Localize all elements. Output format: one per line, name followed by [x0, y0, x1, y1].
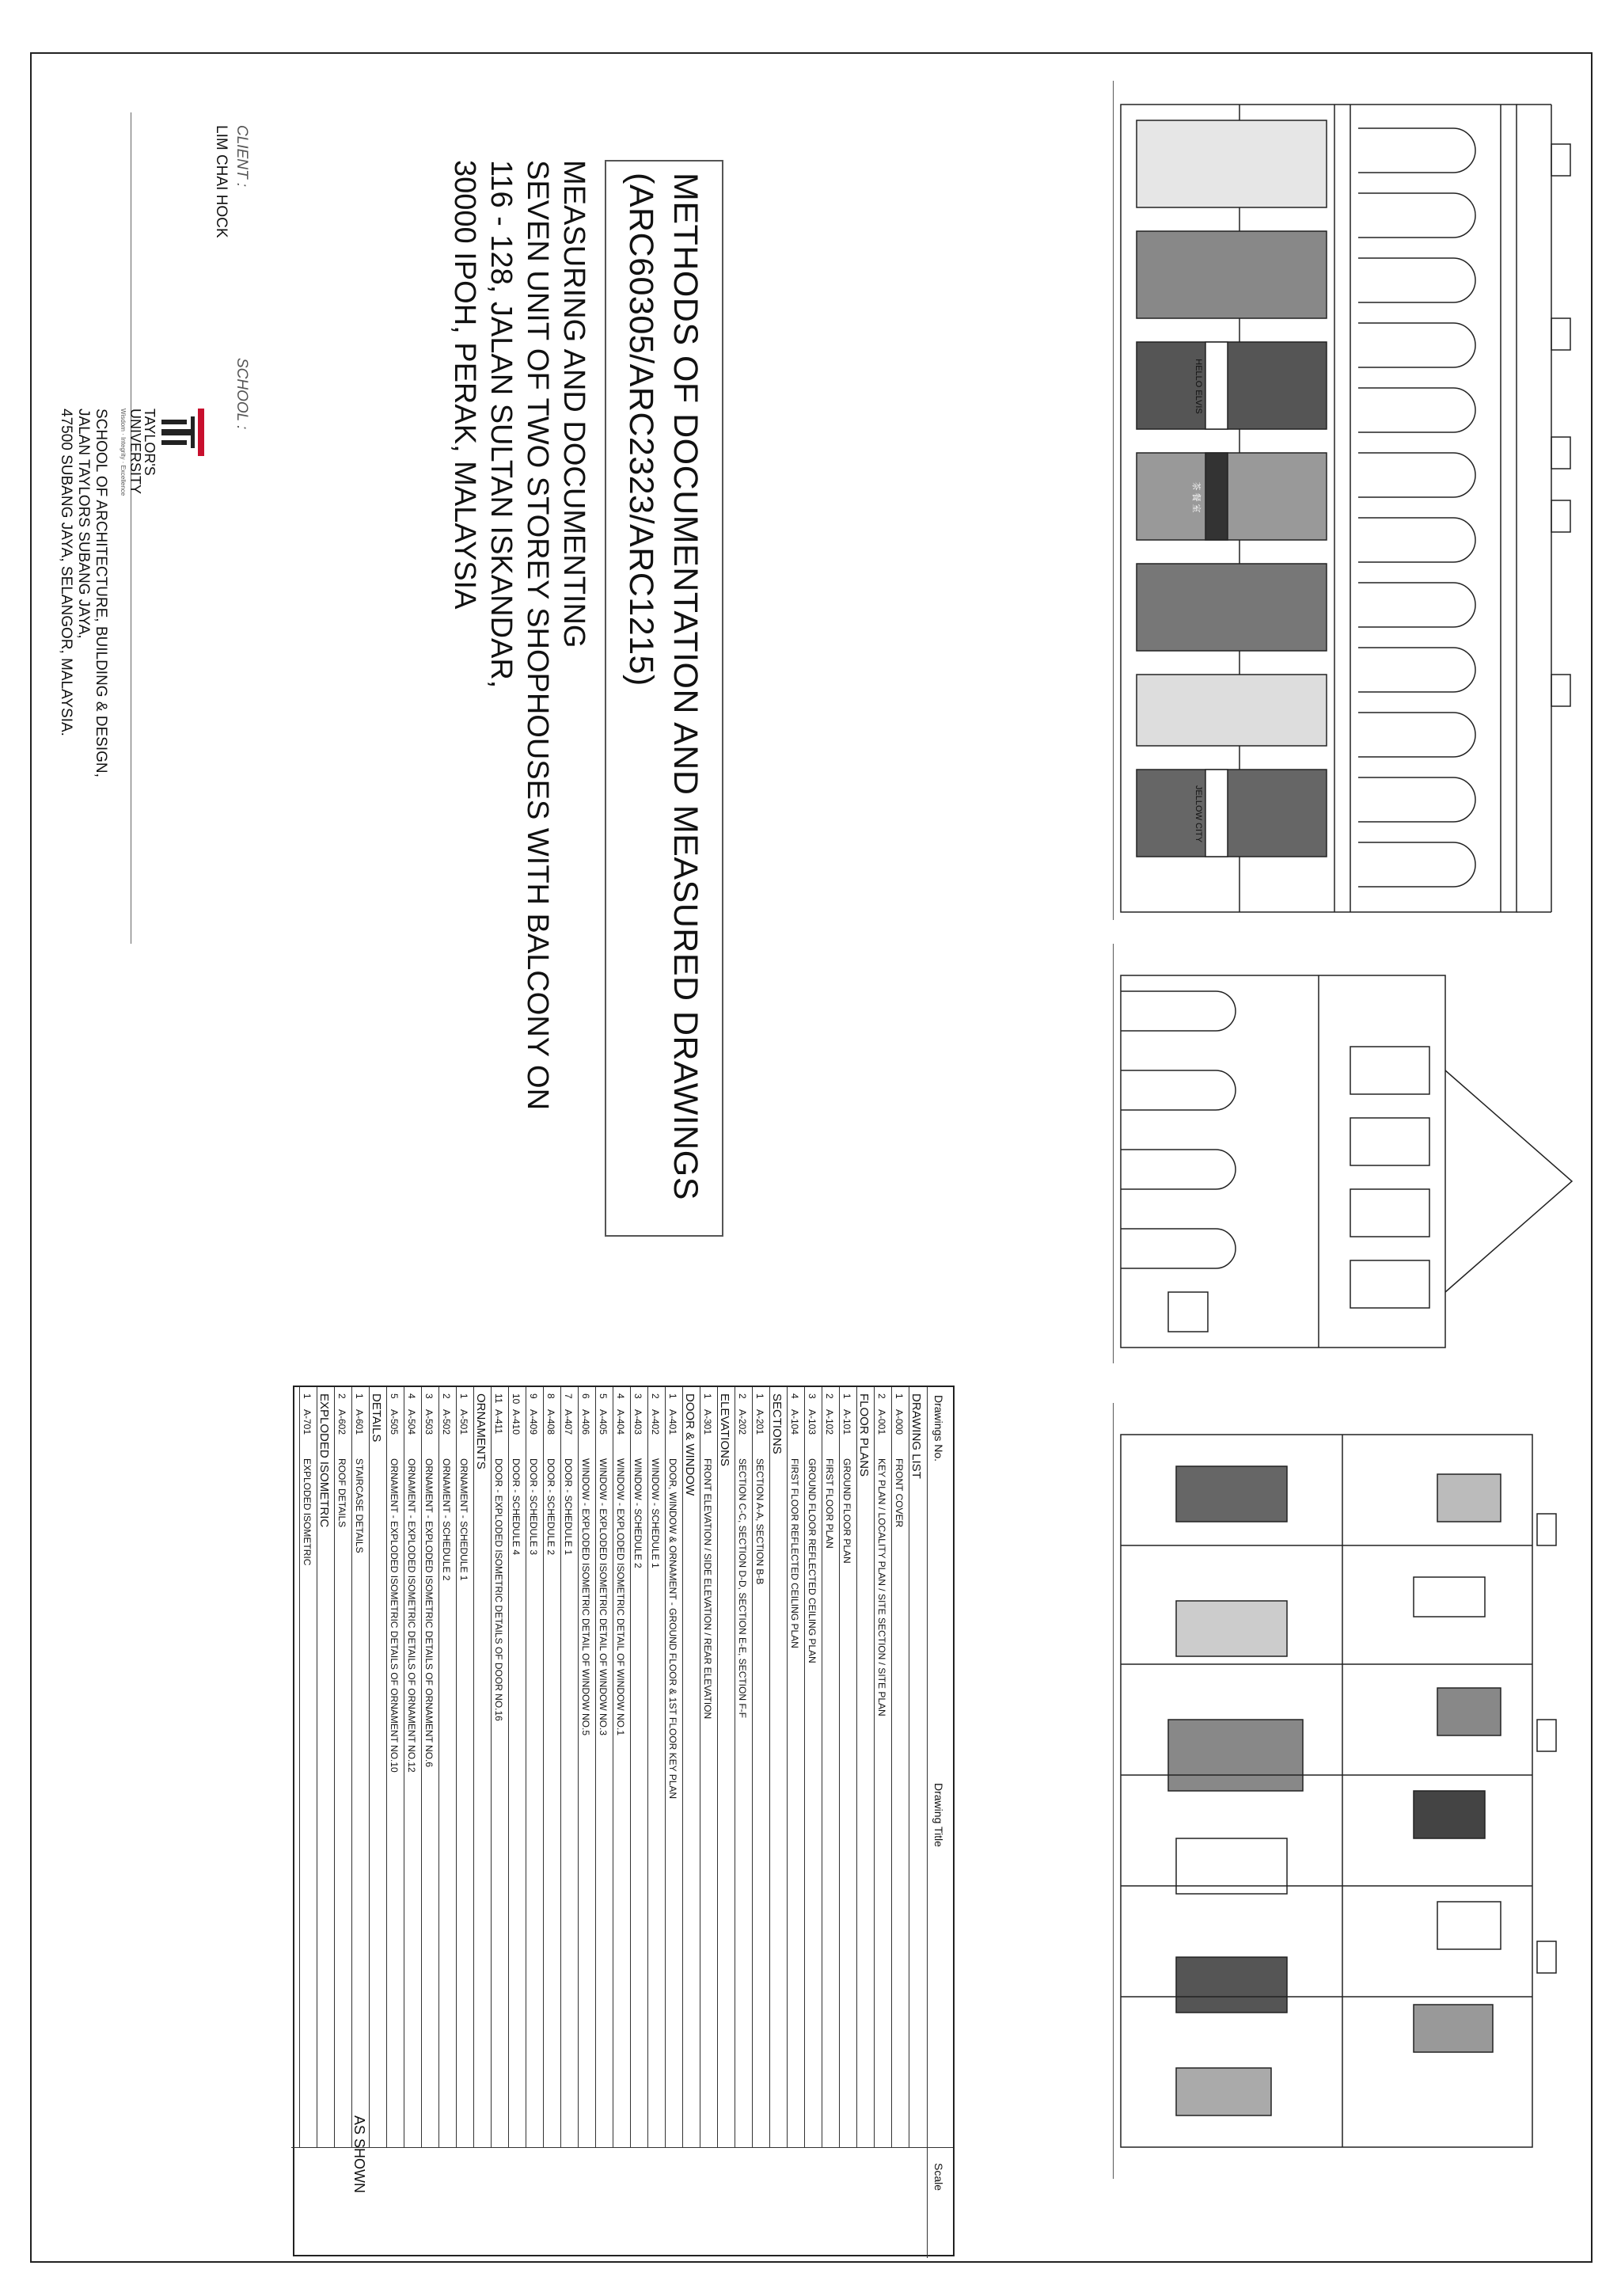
row-number: 3 [423, 1393, 435, 1399]
subtitle-line4: 30000 IPOH, PERAK, MALAYSIA [448, 160, 481, 610]
shop-sign-chinese: 茶 餐 室 [1191, 481, 1201, 513]
drawing-list-table [293, 1386, 955, 2256]
table-row [735, 1387, 752, 2147]
table-row [299, 1387, 317, 2147]
table-row [334, 1387, 351, 2147]
row-code: A-405 [598, 1409, 609, 1435]
section-name: SECTIONS [770, 1393, 784, 1454]
row-code: A-000 [894, 1409, 905, 1435]
table-row [804, 1387, 822, 2147]
school-address-line3: 47500 SUBANG JAYA, SELANGOR, MALAYSIA. [58, 409, 74, 736]
section-header [682, 1387, 700, 2147]
row-title: SECTION A-A, SECTION B-B [754, 1458, 765, 1585]
table-row [665, 1387, 682, 2147]
table-row [700, 1387, 717, 2147]
taylors-logo [158, 409, 209, 456]
arched-window [1358, 453, 1475, 497]
arched-window [1358, 518, 1475, 562]
row-code: A-503 [423, 1409, 435, 1435]
row-code: A-403 [632, 1409, 643, 1435]
row-number: 2 [824, 1393, 835, 1399]
school-label: SCHOOL : [233, 358, 250, 430]
table-row [560, 1387, 578, 2147]
section-header [369, 1387, 386, 2147]
row-number: 4 [789, 1393, 800, 1399]
row-number: 2 [441, 1393, 452, 1399]
row-code: A-202 [737, 1409, 748, 1435]
section-name: DETAILS [370, 1393, 383, 1443]
section-name: DRAWING LIST [909, 1393, 923, 1479]
table-row [822, 1387, 839, 2147]
row-code: A-409 [528, 1409, 539, 1435]
row-code: A-102 [824, 1409, 835, 1435]
school-address-line1: SCHOOL OF ARCHITECTURE, BUILDING & DESIGN, [93, 409, 109, 777]
row-title: DOOR, WINDOW & ORNAMENT - GROUND FLOOR & 1ST FLOOR KEY PLAN [667, 1458, 678, 1800]
table-row [752, 1387, 769, 2147]
row-number: 4 [615, 1393, 626, 1399]
row-number: 2 [336, 1393, 347, 1399]
row-number: 5 [598, 1393, 609, 1399]
row-code: A-602 [336, 1409, 347, 1435]
row-code: A-601 [354, 1409, 365, 1435]
arched-window [1358, 128, 1475, 173]
section-header [473, 1387, 491, 2147]
row-number: 1 [894, 1393, 905, 1399]
row-code: A-406 [580, 1409, 591, 1435]
header-rule [927, 1387, 928, 2258]
table-row [613, 1387, 630, 2147]
row-number: 7 [563, 1393, 574, 1399]
arched-window [1358, 193, 1475, 238]
rear-elevation [1113, 1403, 1556, 2179]
row-title: KEY PLAN / LOCALITY PLAN / SITE SECTION / SITE PLAN [876, 1458, 887, 1716]
table-row [647, 1387, 665, 2147]
row-title: FIRST FLOOR REFLECTED CEILING PLAN [789, 1458, 800, 1648]
row-title: FIRST FLOOR PLAN [824, 1458, 835, 1549]
row-number: 1 [354, 1393, 365, 1399]
col-drawing-title: Drawing Title [932, 1783, 945, 1847]
table-row [438, 1387, 456, 2147]
table-row [491, 1387, 508, 2147]
table-row [839, 1387, 856, 2147]
row-title: ORNAMENT - SCHEDULE 2 [441, 1458, 452, 1581]
row-title: STAIRCASE DETAILS [354, 1458, 365, 1553]
table-row [543, 1387, 560, 2147]
section-header [909, 1387, 926, 2147]
row-title: DOOR - EXPLODED ISOMETRIC DETAILS OF DOOR NO.16 [493, 1458, 504, 1721]
row-code: A-408 [545, 1409, 556, 1435]
table-row [351, 1387, 369, 2147]
section-header [769, 1387, 787, 2147]
row-code: A-505 [389, 1409, 400, 1435]
taylors-name: TAYLOR'S [142, 409, 158, 476]
table-row [874, 1387, 891, 2147]
row-title: DOOR - SCHEDULE 3 [528, 1458, 539, 1556]
section-name: FLOOR PLANS [857, 1393, 871, 1477]
row-code: A-404 [615, 1409, 626, 1435]
row-number: 1 [754, 1393, 765, 1399]
row-title: GROUND FLOOR PLAN [841, 1458, 852, 1564]
row-code: A-411 [493, 1409, 504, 1435]
row-code: A-104 [789, 1409, 800, 1435]
project-title-line2: (ARC60305/ARC2323/ARC1215) [622, 173, 660, 686]
row-title: FRONT COVER [894, 1458, 905, 1528]
project-subtitle [446, 160, 592, 1253]
section-header [717, 1387, 735, 2147]
row-number: 4 [406, 1393, 417, 1399]
row-code: A-504 [406, 1409, 417, 1435]
arched-window [1358, 777, 1475, 822]
drawing-list-wrap [293, 1386, 955, 2256]
row-code: A-701 [302, 1409, 313, 1435]
taylors-motto: Wisdom · Integrity · Excellence [120, 409, 127, 496]
section-name: EXPLODED ISOMETRIC [317, 1393, 331, 1528]
row-code: A-502 [441, 1409, 452, 1435]
front-elevation [1113, 81, 1570, 920]
row-title: SECTION C-C, SECTION D-D, SECTION E-E, SECTION F-F [737, 1458, 748, 1719]
row-code: A-410 [511, 1409, 522, 1435]
table-row [578, 1387, 595, 2147]
row-number: 5 [389, 1393, 400, 1399]
section-name: ORNAMENTS [474, 1393, 488, 1469]
row-title: ORNAMENT - EXPLODED ISOMETRIC DETAILS OF ORNAMENT NO.6 [423, 1458, 435, 1768]
row-title: DOOR - SCHEDULE 4 [511, 1458, 522, 1556]
client-label: CLIENT : [233, 125, 250, 188]
row-code: A-101 [841, 1409, 852, 1435]
row-code: A-001 [876, 1409, 887, 1435]
arched-window [1358, 842, 1475, 887]
section-header [317, 1387, 334, 2147]
taylors-sub: UNIVERSITY [127, 409, 143, 495]
row-title: ORNAMENT - EXPLODED ISOMETRIC DETAILS OF ORNAMENT NO.10 [389, 1458, 400, 1773]
row-title: DOOR - SCHEDULE 1 [563, 1458, 574, 1556]
row-number: 3 [632, 1393, 643, 1399]
arched-window [1358, 258, 1475, 302]
scale-value: AS SHOWN [351, 2115, 367, 2194]
row-title: WINDOW - SCHEDULE 2 [632, 1458, 643, 1568]
arched-window [1358, 388, 1475, 432]
row-title: WINDOW - EXPLODED ISOMETRIC DETAIL OF WINDOW NO.5 [580, 1458, 591, 1736]
table-row [456, 1387, 473, 2147]
row-number: 9 [528, 1393, 539, 1399]
row-number: 10 [511, 1393, 522, 1405]
col-scale: Scale [932, 2163, 945, 2191]
section-name: DOOR & WINDOW [683, 1393, 697, 1496]
section-header [856, 1387, 874, 2147]
row-number: 1 [667, 1393, 678, 1399]
elevation-svg [1113, 57, 1588, 2195]
row-title: GROUND FLOOR REFLECTED CEILING PLAN [807, 1458, 818, 1663]
school-address-line2: JALAN TAYLORS SUBANG JAYA, [75, 409, 92, 639]
subtitle-line3: 116 - 128, JALAN SULTAN ISKANDAR, [484, 160, 518, 689]
shop-sign-hello-elvis: HELLO ELVIS [1194, 359, 1203, 414]
row-title: WINDOW - SCHEDULE 1 [650, 1458, 661, 1568]
row-title: FRONT ELEVATION / SIDE ELEVATION / REAR ELEVATION [702, 1458, 713, 1720]
row-number: 6 [580, 1393, 591, 1399]
arched-window [1358, 713, 1475, 757]
table-row [787, 1387, 804, 2147]
row-title: WINDOW - EXPLODED ISOMETRIC DETAIL OF WINDOW NO.3 [598, 1458, 609, 1736]
row-title: EXPLODED ISOMETRIC [302, 1458, 313, 1566]
table-row [404, 1387, 421, 2147]
arched-window [1358, 323, 1475, 367]
school-address [57, 409, 109, 777]
row-code: A-103 [807, 1409, 818, 1435]
section-name: ELEVATIONS [718, 1393, 731, 1466]
taylors-logo-icon [161, 409, 209, 456]
arched-window [1358, 583, 1475, 627]
row-code: A-407 [563, 1409, 574, 1435]
row-code: A-201 [754, 1409, 765, 1435]
subtitle-line1: MEASURING AND DOCUMENTING [557, 160, 590, 648]
table-row [386, 1387, 404, 2147]
side-elevation [1113, 944, 1572, 1363]
table-row [526, 1387, 543, 2147]
scale-divider [291, 2147, 953, 2148]
row-title: ORNAMENT - SCHEDULE 1 [458, 1458, 469, 1581]
row-number: 1 [841, 1393, 852, 1399]
subtitle-line2: SEVEN UNIT OF TWO STOREY SHOPHOUSES WITH BALCONY ON [521, 160, 554, 1111]
row-code: A-501 [458, 1409, 469, 1435]
table-row [630, 1387, 647, 2147]
arched-window [1358, 648, 1475, 692]
project-title-line1: METHODS OF DOCUMENTATION AND MEASURED DRAWINGS [666, 173, 704, 1200]
client-name: LIM CHAI HOCK [213, 125, 230, 238]
row-number: 3 [807, 1393, 818, 1399]
row-code: A-301 [702, 1409, 713, 1435]
table-row [508, 1387, 526, 2147]
row-number: 11 [493, 1393, 504, 1404]
elevation-drawings [1105, 57, 1588, 2195]
row-code: A-401 [667, 1409, 678, 1435]
row-number: 2 [737, 1393, 748, 1399]
table-row [595, 1387, 613, 2147]
row-title: ROOF DETAILS [336, 1458, 347, 1528]
col-drawings-no: Drawings No. [932, 1395, 945, 1462]
row-title: WINDOW - EXPLODED ISOMETRIC DETAIL OF WINDOW NO.1 [615, 1458, 626, 1736]
project-title-box [605, 160, 723, 1237]
shop-sign-jellow-city: JELLOW CITY [1194, 785, 1203, 843]
row-number: 1 [302, 1393, 313, 1399]
row-number: 8 [545, 1393, 556, 1399]
row-number: 1 [702, 1393, 713, 1399]
table-row [421, 1387, 438, 2147]
row-number: 2 [876, 1393, 887, 1399]
row-number: 2 [650, 1393, 661, 1399]
row-title: DOOR - SCHEDULE 2 [545, 1458, 556, 1556]
row-code: A-402 [650, 1409, 661, 1435]
row-title: ORNAMENT - EXPLODED ISOMETRIC DETAILS OF ORNAMENT NO.12 [406, 1458, 417, 1773]
table-row [891, 1387, 909, 2147]
row-number: 1 [458, 1393, 469, 1399]
